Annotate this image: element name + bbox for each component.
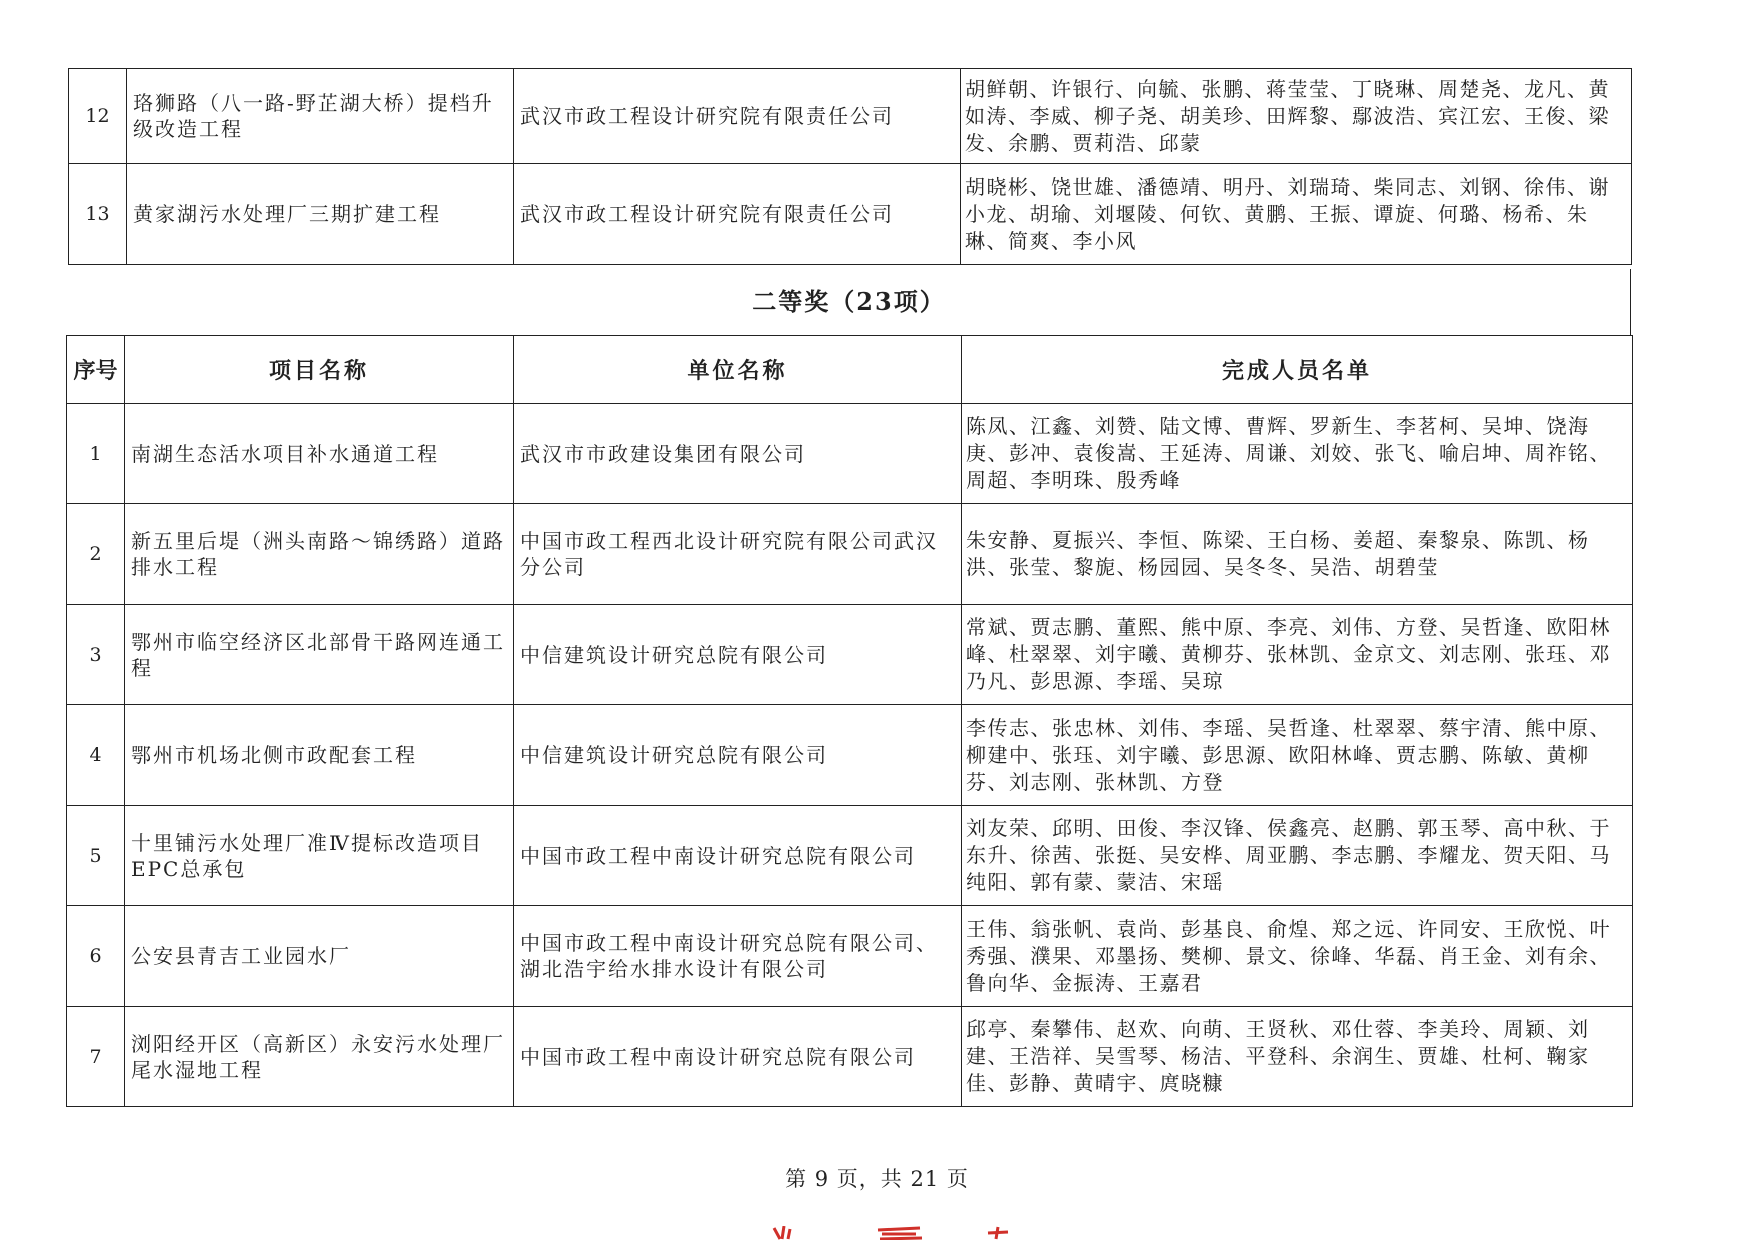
project-name: 十里铺污水处理厂准Ⅳ提标改造项目EPC总承包 — [125, 806, 514, 906]
member-list: 王伟、翁张帆、袁尚、彭基良、俞煌、郑之远、许同安、王欣悦、叶秀强、濮果、邓墨扬、樊柳、景文、徐峰、华磊、肖王金、刘有余、鲁向华、金振涛、王嘉君 — [962, 906, 1633, 1007]
row-number: 3 — [67, 605, 125, 705]
member-list: 刘友荣、邱明、田俊、李汉锋、侯鑫亮、赵鹏、郭玉琴、高中秋、于东升、徐茜、张挺、吴安桦、周亚鹏、李志鹏、李耀龙、贺天阳、马纯阳、郭有蒙、蒙洁、宋瑶 — [962, 806, 1633, 906]
row-number: 4 — [67, 705, 125, 806]
header-serial: 序号 — [67, 336, 125, 404]
member-list: 胡鲜朝、许银行、向毓、张鹏、蒋莹莹、丁晓琳、周楚尧、龙凡、黄如涛、李威、柳子尧、胡美珍、田辉黎、鄢波浩、宾江宏、王俊、梁发、余鹏、贾莉浩、邱蒙 — [961, 69, 1632, 164]
table-row — [67, 404, 1633, 504]
row-number: 12 — [69, 69, 127, 164]
project-name: 鄂州市临空经济区北部骨干路网连通工程 — [125, 605, 514, 705]
header-project: 项目名称 — [125, 336, 514, 404]
project-name: 鄂州市机场北侧市政配套工程 — [125, 705, 514, 806]
table-row — [67, 504, 1633, 605]
member-list: 李传志、张忠林、刘伟、李瑶、吴哲逢、杜翠翠、蔡宇清、熊中原、柳建中、张珏、刘宇曦、彭思源、欧阳林峰、贾志鹏、陈敏、黄柳芬、刘志刚、张林凯、方登 — [962, 705, 1633, 806]
project-name: 公安县青吉工业园水厂 — [125, 906, 514, 1007]
project-name: 黄家湖污水处理厂三期扩建工程 — [127, 164, 514, 265]
member-list: 邱亭、秦攀伟、赵欢、向萌、王贤秋、邓仕蓉、李美玲、周颖、刘建、王浩祥、吴雪琴、杨洁、平登科、余润生、贾雄、杜柯、鞠家佳、彭静、黄晴宇、庹晓糠 — [962, 1007, 1633, 1107]
table-row — [67, 1007, 1633, 1107]
unit-name: 中信建筑设计研究总院有限公司 — [514, 705, 962, 806]
header-members: 完成人员名单 — [962, 336, 1633, 404]
unit-name: 中国市政工程中南设计研究总院有限公司 — [514, 1007, 962, 1107]
table-row — [67, 605, 1633, 705]
table-row — [67, 705, 1633, 806]
table-row — [67, 806, 1633, 906]
unit-name: 武汉市政工程设计研究院有限责任公司 — [514, 69, 961, 164]
project-name: 浏阳经开区（高新区）永安污水处理厂尾水湿地工程 — [125, 1007, 514, 1107]
row-number: 6 — [67, 906, 125, 1007]
project-name: 珞狮路（八一路-野芷湖大桥）提档升级改造工程 — [127, 69, 514, 164]
header-unit: 单位名称 — [514, 336, 962, 404]
member-list: 陈凤、江鑫、刘赞、陆文博、曹辉、罗新生、李茗柯、吴坤、饶海庚、彭冲、袁俊嵩、王延涛、周谦、刘姣、张飞、喻启坤、周祚铭、周超、李明珠、殷秀峰 — [962, 404, 1633, 504]
row-number: 2 — [67, 504, 125, 605]
row-number: 5 — [67, 806, 125, 906]
table-row — [69, 69, 1632, 164]
unit-name: 中国市政工程中南设计研究总院有限公司 — [514, 806, 962, 906]
table-header-row — [67, 336, 1633, 404]
row-number: 13 — [69, 164, 127, 265]
unit-name: 中国市政工程西北设计研究院有限公司武汉分公司 — [514, 504, 962, 605]
unit-name: 武汉市市政建设集团有限公司 — [514, 404, 962, 504]
unit-name: 中国市政工程中南设计研究总院有限公司、湖北浩宇给水排水设计有限公司 — [514, 906, 962, 1007]
table-row — [67, 906, 1633, 1007]
project-name: 新五里后堤（洲头南路～锦绣路）道路排水工程 — [125, 504, 514, 605]
member-list: 朱安静、夏振兴、李恒、陈梁、王白杨、姜超、秦黎泉、陈凯、杨洪、张莹、黎旎、杨园园、吴冬冬、吴浩、胡碧莹 — [962, 504, 1633, 605]
member-list: 常斌、贾志鹏、董熙、熊中原、李亮、刘伟、方登、吴哲逢、欧阳林峰、杜翠翠、刘宇曦、黄柳芬、张林凯、金京文、刘志刚、张珏、邓乃凡、彭思源、李瑶、吴琼 — [962, 605, 1633, 705]
project-name: 南湖生态活水项目补水通道工程 — [125, 404, 514, 504]
member-list: 胡晓彬、饶世雄、潘德靖、明丹、刘瑞琦、柴同志、刘钢、徐伟、谢小龙、胡瑜、刘堰陵、何钦、黄鹏、王振、谭旋、何璐、杨希、朱琳、简爽、李小风 — [961, 164, 1632, 265]
row-number: 1 — [67, 404, 125, 504]
second-prize-heading: 二等奖（23项） — [68, 269, 1631, 335]
award-table-first-prize-continued — [68, 68, 1632, 265]
row-number: 7 — [67, 1007, 125, 1107]
unit-name: 中信建筑设计研究总院有限公司 — [514, 605, 962, 705]
unit-name: 武汉市政工程设计研究院有限责任公司 — [514, 164, 961, 265]
red-seal-fragment — [760, 1226, 1020, 1240]
page-number-footer: 第 9 页，共 21 页 — [785, 1167, 969, 1191]
table-row — [69, 164, 1632, 265]
award-table-second-prize — [66, 335, 1633, 1107]
